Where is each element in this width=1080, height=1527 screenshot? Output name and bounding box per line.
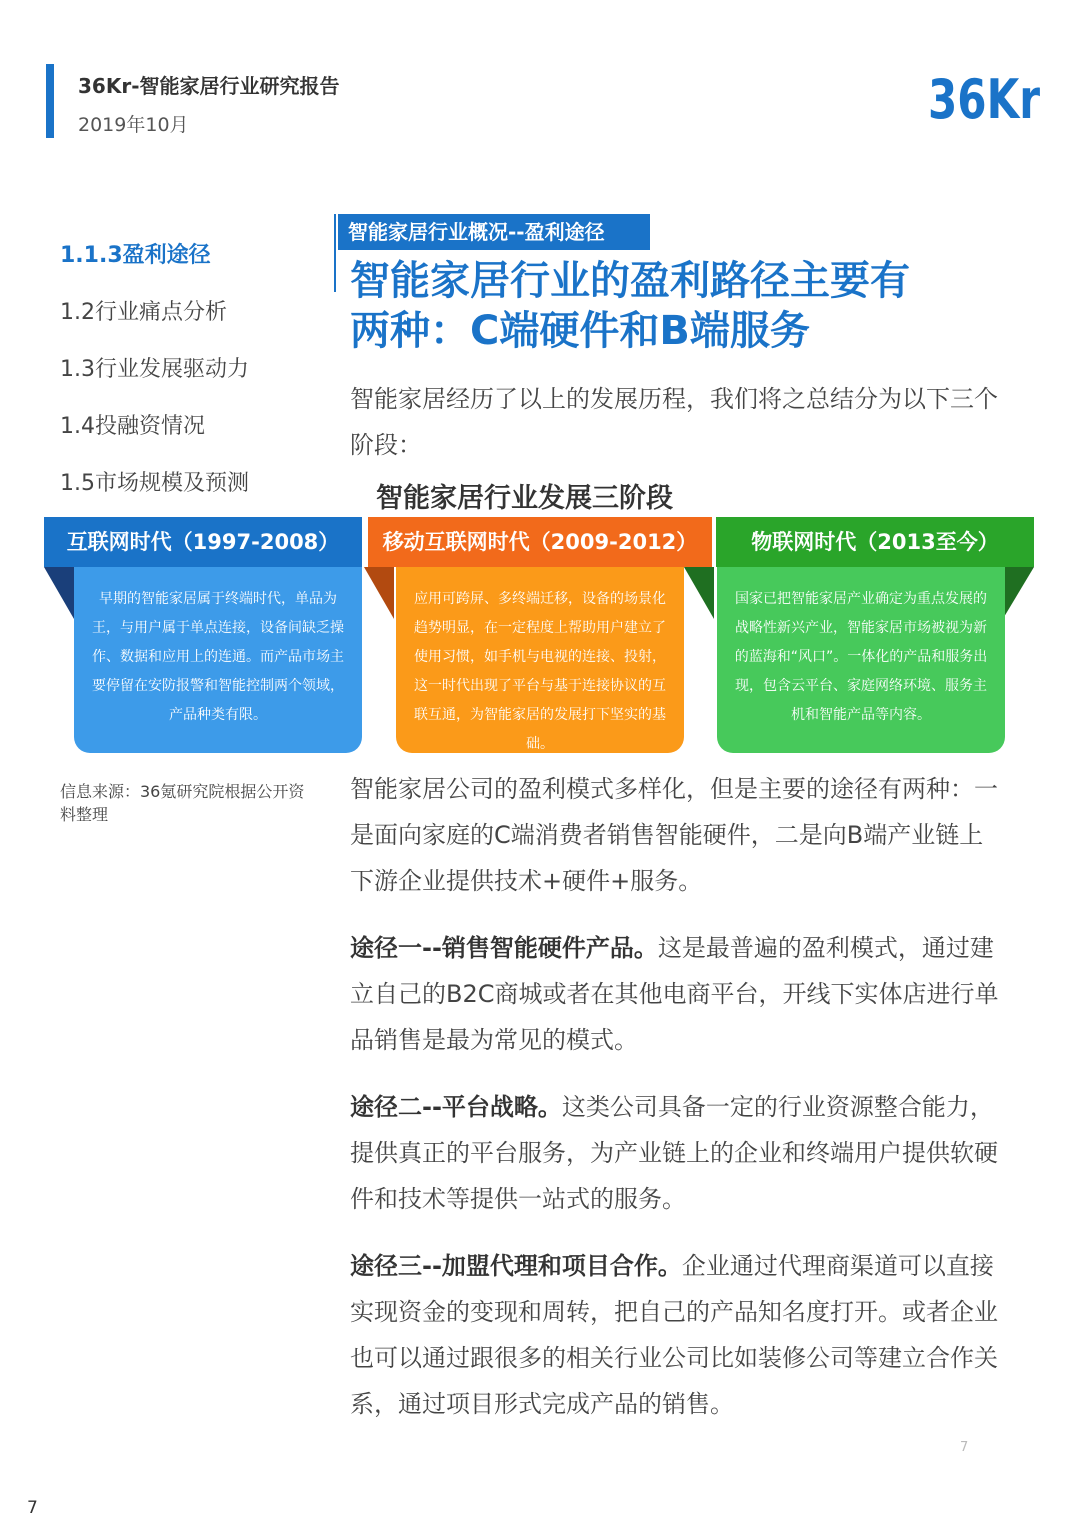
path-3-title: 途径三--加盟代理和项目合作。 <box>350 1252 682 1280</box>
section-tag: 智能家居行业概况--盈利途径 <box>338 214 650 250</box>
stage-3-body: 国家已把智能家居产业确定为重点发展的战略性新兴产业，智能家居市场被视为新的蓝海和“风口”。一体化的产品和服务出现，包含云平台、家庭网络环境、服务主机和智能产品等内容。 <box>717 567 1005 753</box>
paragraph-path-2 <box>350 1084 1000 1222</box>
path-1-text: 这是最普遍的盈利模式，通过建立自己的B2C商城或者在其他电商平台，开线下实体店进行单品销售是最为常见的模式。 <box>350 934 999 1054</box>
stage-2-body: 应用可跨屏、多终端迁移，设备的场景化趋势明显，在一定程度上帮助用户建立了使用习惯，如手机与电视的连接、投射，这一时代出现了平台与基于连接协议的互联互通，为智能家居的发展打下坚实的基础。 <box>396 567 684 753</box>
toc-item-1-2[interactable]: 1.2行业痛点分析 <box>60 300 227 325</box>
paragraph-path-3 <box>350 1243 1000 1427</box>
report-title: 36Kr-智能家居行业研究报告 <box>78 74 340 98</box>
source-note: 信息来源：36氪研究院根据公开资料整理 <box>60 782 305 824</box>
toc-item-1-4[interactable]: 1.4投融资情况 <box>60 414 205 439</box>
stage-1-header: 互联网时代（1997-2008） <box>44 517 362 567</box>
page-headline <box>350 256 1050 356</box>
header-accent-bar <box>46 64 54 138</box>
section-divider-line <box>334 214 336 292</box>
path-1-title: 途径一--销售智能硬件产品。 <box>350 934 658 962</box>
stage-3-header: 物联网时代（2013至今） <box>716 517 1034 567</box>
paragraph-profit-models: 智能家居公司的盈利模式多样化，但是主要的途径有两种：一是面向家庭的C端消费者销售智能硬件，二是向B端产业链上下游企业提供技术+硬件+服务。 <box>350 775 998 895</box>
page-number-faint: 7 <box>960 1440 969 1455</box>
diagram-title: 智能家居行业发展三阶段 <box>376 483 673 514</box>
path-3-text: 企业通过代理商渠道可以直接实现资金的变现和周转，把自己的产品知名度打开。或者企业也可以通过跟很多的相关行业公司比如装修公司等建立合作关系，通过项目形式完成产品的销售。 <box>350 1252 998 1418</box>
intro-paragraph: 智能家居经历了以上的发展历程，我们将之总结分为以下三个阶段： <box>350 385 998 459</box>
toc-item-1-1-3[interactable]: 1.1.3盈利途径 <box>60 243 211 268</box>
stage-2-header: 移动互联网时代（2009-2012） <box>368 517 712 567</box>
toc-item-1-3[interactable]: 1.3行业发展驱动力 <box>60 357 249 382</box>
headline-line-2: 两种：C端硬件和B端服务 <box>350 308 810 354</box>
page-number: 7 <box>27 1498 38 1518</box>
toc-item-1-5[interactable]: 1.5市场规模及预测 <box>60 471 249 496</box>
stage-1-body: 早期的智能家居属于终端时代，单品为王，与用户属于单点连接，设备间缺乏操作、数据和应用上的连通。而产品市场主要停留在安防报警和智能控制两个领域，产品种类有限。 <box>74 567 362 753</box>
path-2-title: 途径二--平台战略。 <box>350 1093 562 1121</box>
paragraph-path-1 <box>350 925 1000 1063</box>
headline-line-1: 智能家居行业的盈利路径主要有 <box>350 258 910 304</box>
36kr-logo-text: 36Kr <box>928 68 1041 131</box>
36kr-logo <box>924 60 1044 130</box>
report-date: 2019年10月 <box>78 114 189 136</box>
path-2-text: 这类公司具备一定的行业资源整合能力，提供真正的平台服务，为产业链上的企业和终端用户提供软硬件和技术等提供一站式的服务。 <box>350 1093 998 1213</box>
